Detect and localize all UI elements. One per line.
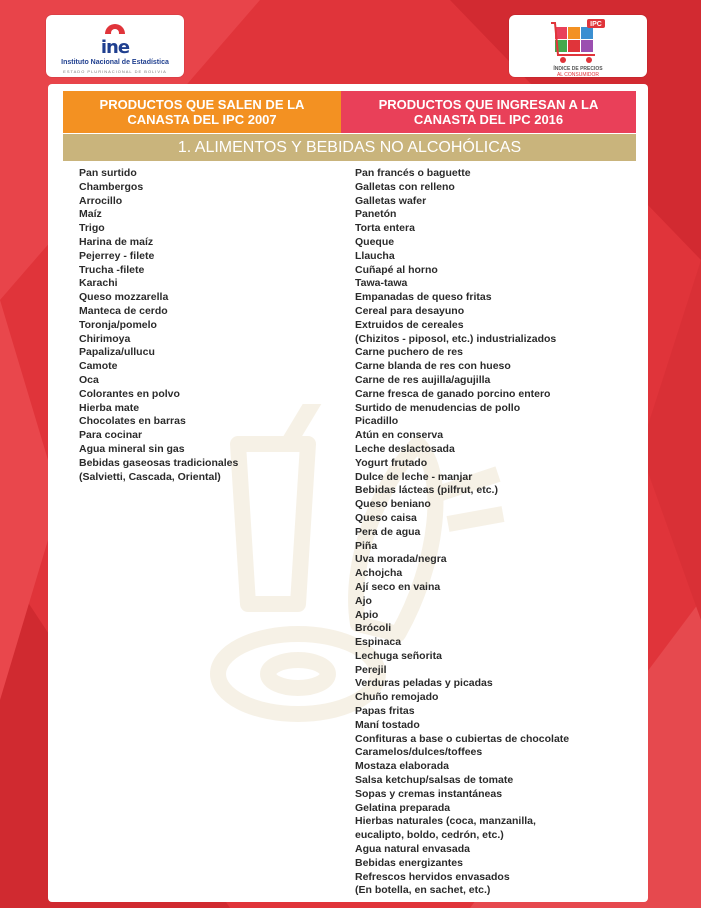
product-list-item: Toronja/pomelo (79, 318, 157, 331)
product-list-item: Maíz (79, 208, 102, 221)
header-added-label: PRODUCTOS QUE INGRESAN A LA CANASTA DEL IPC 2016 (378, 97, 599, 127)
product-list-item: Caramelos/dulces/toffees (355, 746, 483, 759)
product-list-item: Harina de maíz (79, 235, 154, 248)
product-list-item: Mostaza elaborada (355, 760, 449, 773)
product-list-item: Papas fritas (355, 705, 415, 718)
product-list-item: Cereal para desayuno (355, 304, 465, 317)
product-list-item: Verduras peladas y picadas (355, 677, 493, 690)
product-list-item: Carne puchero de res (355, 346, 463, 359)
product-list-item: Arrocillo (79, 194, 123, 207)
product-list-item: Galletas con relleno (355, 180, 455, 193)
header-removed-products (63, 91, 341, 133)
product-list-item: Camote (79, 360, 118, 373)
product-list-item: Achojcha (355, 567, 403, 580)
product-list-item: Picadillo (355, 415, 399, 428)
ipc-logo (509, 15, 647, 77)
content-panel (48, 84, 648, 902)
product-list-item: Chirimoya (79, 332, 131, 345)
product-list-item: Llaucha (355, 249, 395, 262)
ipc-badge: IPC (590, 21, 602, 28)
product-list-item: Ají seco en vaina (355, 580, 441, 593)
removed-products-list (79, 167, 329, 484)
product-list-item: Torta entera (355, 222, 415, 235)
product-list-item: Lechuga señorita (355, 649, 442, 662)
header-removed-label: PRODUCTOS QUE SALEN DE LA CANASTA DEL IPC 2007 (99, 97, 305, 127)
product-list-item: Pan francés o baguette (355, 167, 471, 179)
product-list-item: Galletas wafer (355, 194, 427, 207)
product-list-item: Uva morada/negra (355, 553, 447, 566)
product-list-item: Confituras a base o cubiertas de chocolate (355, 732, 570, 745)
product-list-item: Tawa-tawa (355, 277, 408, 290)
product-list-item: Bebidas energizantes (355, 856, 463, 869)
product-list-item: Carne de res aujilla/agujilla (355, 373, 491, 386)
ine-wordmark: ine (100, 37, 130, 58)
product-list-item: Oca (79, 373, 99, 386)
ipc-caption-2: AL CONSUMIDOR (556, 72, 600, 78)
product-list-item: Brócoli (355, 622, 392, 635)
header-added-products (341, 91, 636, 133)
product-list-item: Ajo (355, 594, 372, 607)
product-list-item: Dulce de leche - manjar (355, 470, 473, 483)
product-list-item: Maní tostado (355, 718, 420, 731)
ine-institution-name: Instituto Nacional de Estadística (61, 59, 169, 66)
product-list-item: Trucha -filete (79, 263, 145, 276)
product-list-item: Queso beniano (355, 498, 431, 511)
added-products-list (355, 167, 640, 898)
product-list-item: Pejerrey - filete (79, 249, 155, 262)
product-list-item: Queso mozzarella (79, 291, 169, 304)
ine-emblem-icon (46, 19, 184, 39)
product-list-item: Extruidos de cereales (Chizitos - piposol, etc.) industrializados (355, 318, 557, 345)
product-list-item: Panetón (355, 208, 397, 221)
product-list-item: Apio (355, 608, 379, 621)
product-list-item: Leche deslactosada (355, 442, 455, 455)
product-list-item: Agua natural envasada (355, 843, 470, 856)
product-list-item: Yogurt frutado (355, 456, 428, 469)
product-list-item: Pan surtido (79, 167, 137, 179)
product-list-item: Hierbas naturales (coca, manzanilla, eucalipto, boldo, cedrón, etc.) (355, 815, 536, 842)
product-list-item: Papaliza/ullucu (79, 346, 155, 359)
product-list-item: Trigo (79, 222, 105, 235)
shopping-cart-icon (549, 19, 607, 69)
product-list-item: Perejil (355, 663, 387, 676)
ipc-caption-1: ÍNDICE DE PRECIOS (553, 66, 603, 72)
product-list-item: Empanadas de queso fritas (355, 291, 492, 304)
product-list-item: Surtido de menudencias de pollo (355, 401, 521, 414)
category-title: 1. ALIMENTOS Y BEBIDAS NO ALCOHÓLICAS (63, 134, 636, 161)
product-list-item: Bebidas lácteas (pilfrut, etc.) (355, 484, 498, 497)
product-list-item: Queque (355, 235, 395, 248)
product-list-item: Espinaca (355, 636, 402, 649)
product-list-item: Queso caisa (355, 511, 417, 524)
ine-logo (46, 15, 184, 77)
product-list-item: Bebidas gaseosas tradicionales (Salvietti, Cascada, Oriental) (79, 456, 239, 483)
product-list-item: Atún en conserva (355, 429, 444, 442)
product-list-item: Agua mineral sin gas (79, 442, 185, 455)
product-list-item: Sopas y cremas instantáneas (355, 787, 503, 800)
product-list-item: Salsa ketchup/salsas de tomate (355, 774, 514, 787)
product-list-item: Chambergos (79, 180, 144, 193)
product-list-item: Manteca de cerdo (79, 304, 168, 317)
product-list-item: Chuño remojado (355, 691, 439, 704)
product-list-item: Hierba mate (79, 401, 140, 414)
product-list-item: Piña (355, 539, 378, 552)
product-list-item: Para cocinar (79, 429, 143, 442)
product-list-item: Carne blanda de res con hueso (355, 360, 511, 373)
product-list-item: Karachi (79, 277, 118, 290)
product-list-item: Chocolates en barras (79, 415, 186, 428)
ine-subtitle: ESTADO PLURINACIONAL DE BOLIVIA (63, 69, 167, 74)
product-list-item: Colorantes en polvo (79, 387, 180, 400)
product-list-item: Cuñapé al horno (355, 263, 438, 276)
product-list-item: Pera de agua (355, 525, 421, 538)
product-list-item: Gelatina preparada (355, 801, 451, 814)
product-list-item: Refrescos hervidos envasados (En botella, en sachet, etc.) (355, 870, 510, 897)
product-list-item: Carne fresca de ganado porcino entero (355, 387, 551, 400)
